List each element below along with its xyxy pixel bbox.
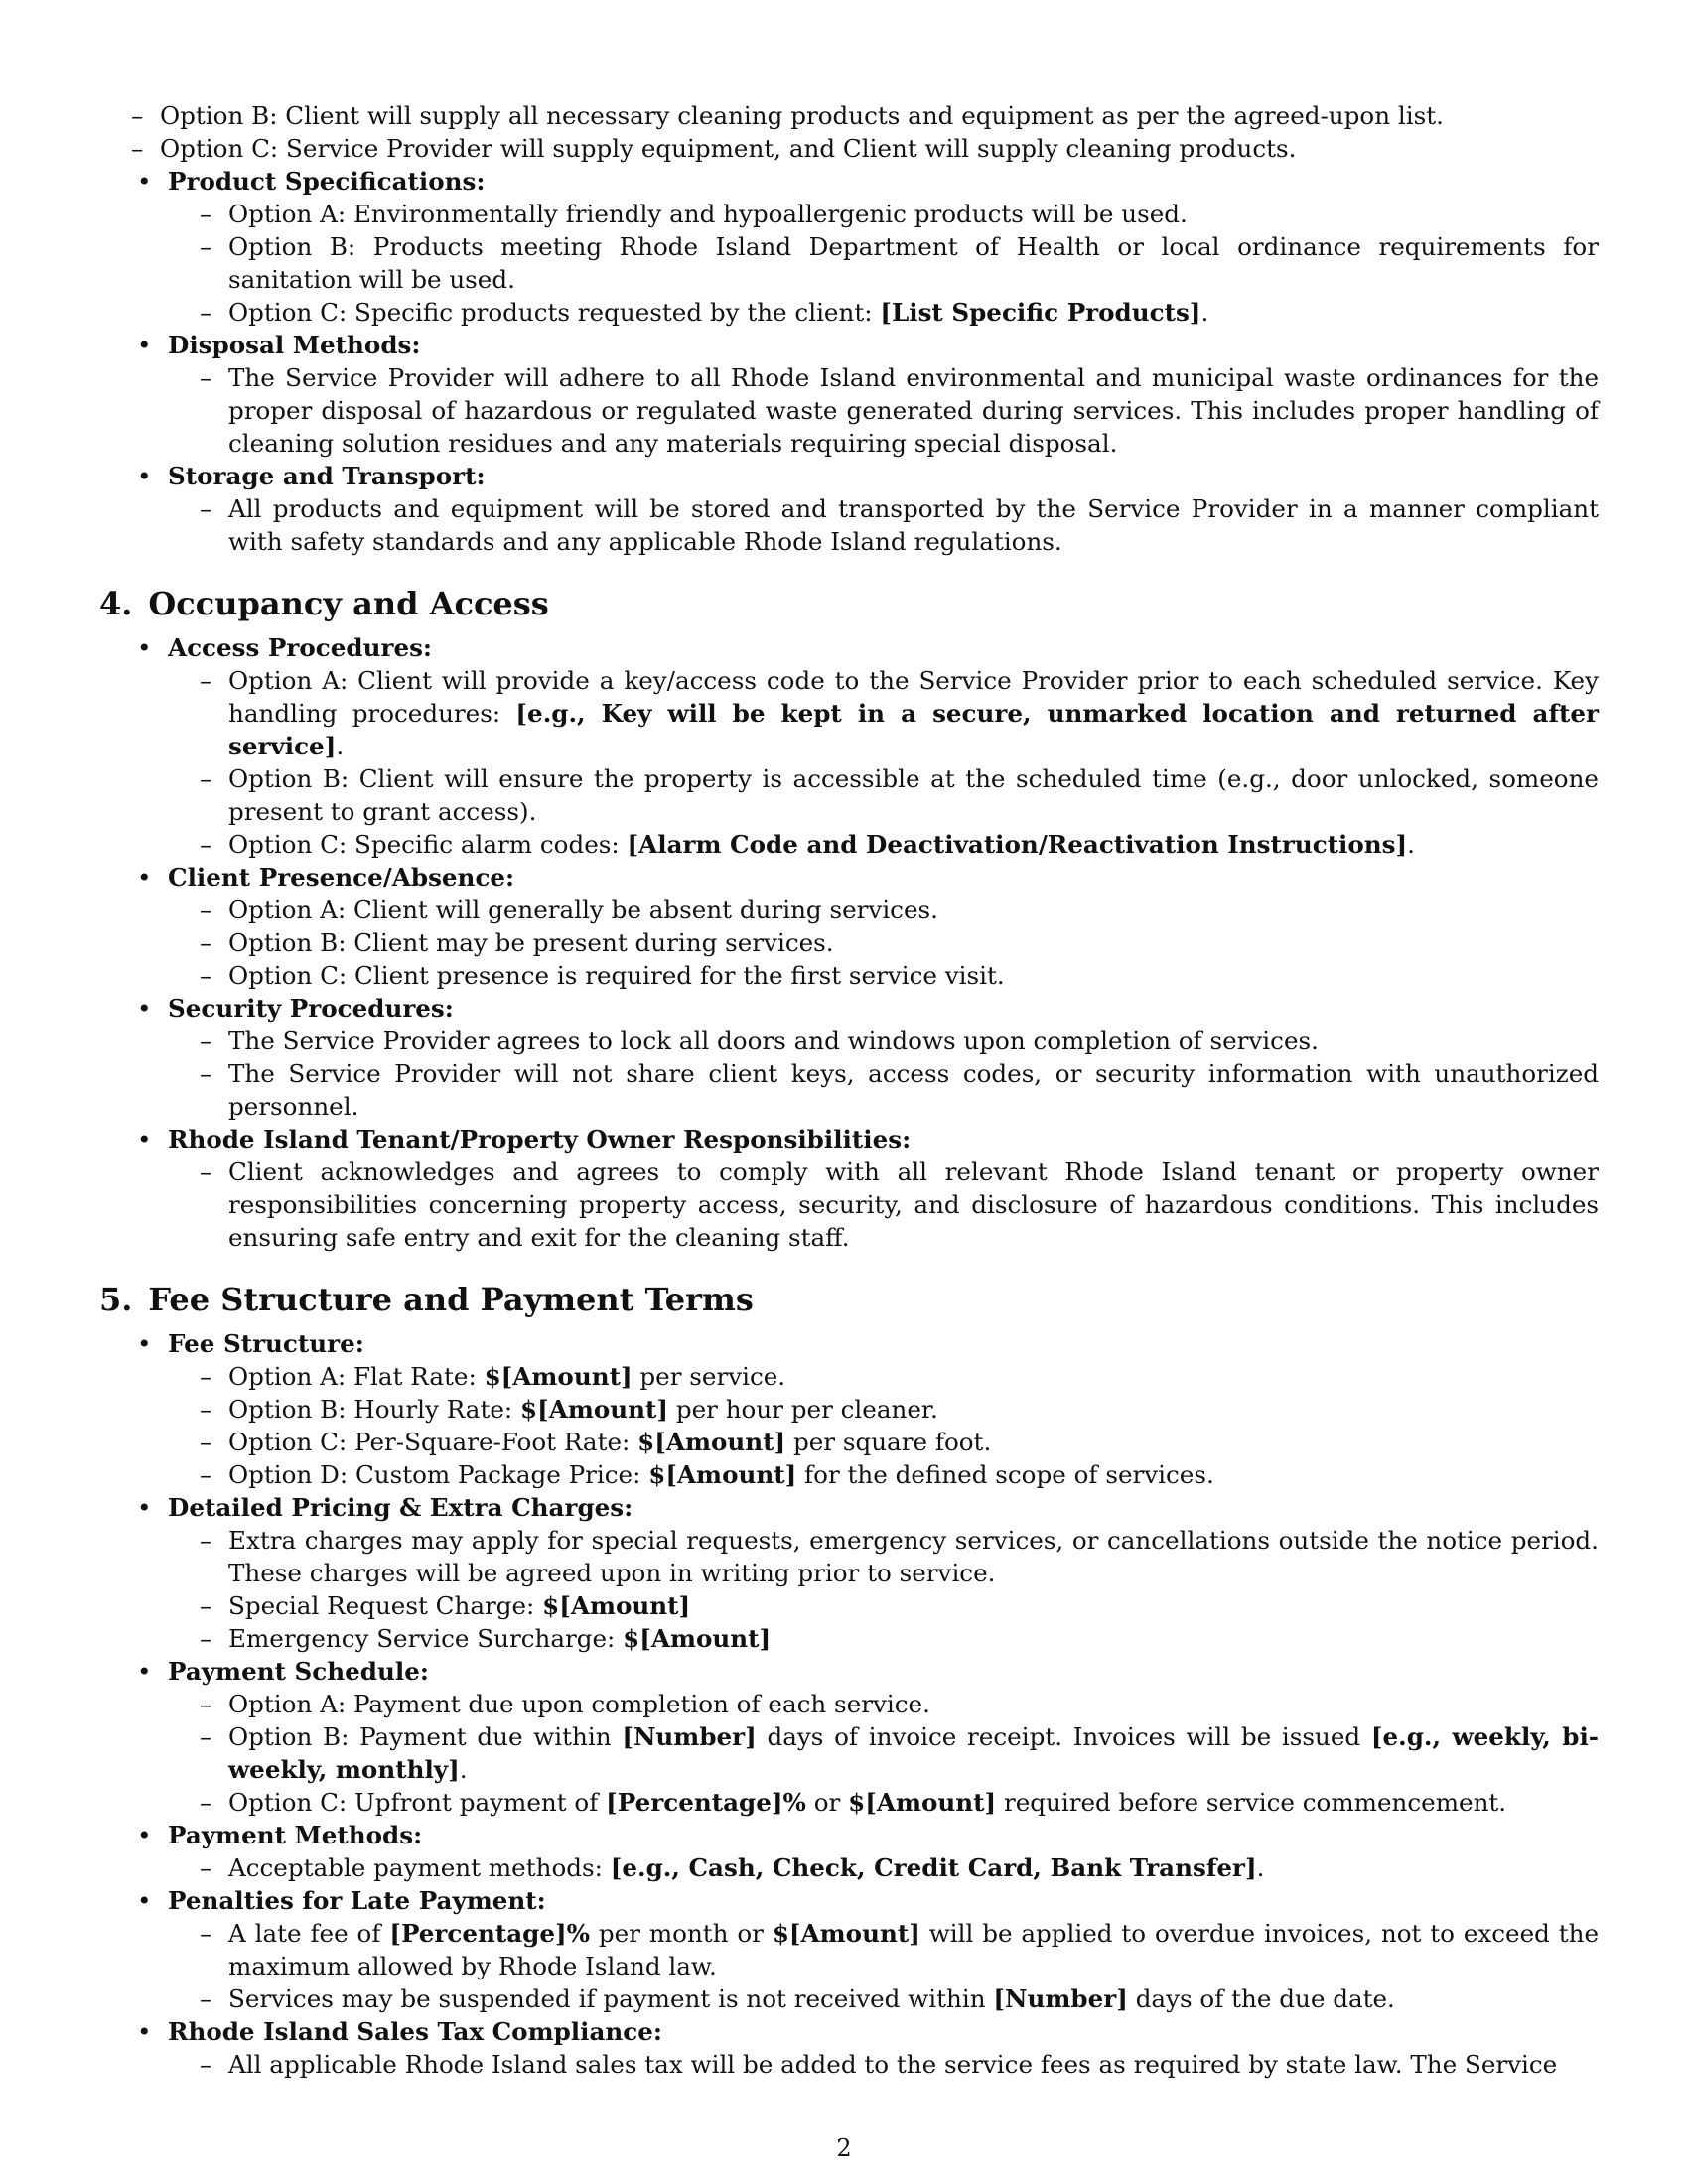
section-5-list [99,1327,1599,2081]
placeholder-field: [Alarm Code and Deactivation/Reactivation Instructions] [627,830,1408,859]
section-3-list [99,165,1599,558]
placeholder-field: [List Specific Products] [880,298,1201,327]
list-item: – Option A: Flat Rate: $[Amount] per service. [168,1360,1599,1393]
item-heading: Payment Schedule: [168,1657,429,1686]
section-heading-occupancy: 4. Occupancy and Access [99,585,549,622]
placeholder-field: $[Amount] [623,1624,772,1653]
item-heading: Rhode Island Sales Tax Compliance: [168,2017,662,2046]
list-item: – Services may be suspended if payment is not received within [Number] days of the due date. [168,1982,1599,2015]
list-item: – Emergency Service Surcharge: $[Amount] [168,1622,1599,1655]
list-item: – Option C: Per-Square-Foot Rate: $[Amount] per square foot. [168,1426,1599,1458]
list-item: – Option C: Service Provider will supply equipment, and Client will supply cleaning products. [99,132,1599,165]
section-4-list [99,631,1599,1254]
list-item: – Extra charges may apply for special requests, emergency services, or cancellations outside the notice period. These charges will be agreed upon in writing prior to service. [168,1524,1599,1589]
list-item: – The Service Provider will adhere to all Rhode Island environmental and municipal waste ordinances for the proper disposal of hazardous or regulated waste generated during services. This includes proper handling of cleaning solution residues and any materials requiring special disposal. [168,361,1599,460]
placeholder-field: $[Amount] [848,1788,997,1817]
placeholder-field: $[Amount] [637,1428,786,1456]
storage-transport-item [99,460,1599,558]
item-heading: Fee Structure: [168,1329,364,1358]
placeholder-field: $[Amount] [772,1919,920,1948]
list-item: – Option A: Client will generally be absent during services. [168,893,1599,926]
list-item: – A late fee of [Percentage]% per month or $[Amount] will be applied to overdue invoices, not to exceed the maximum allowed by Rhode Island law. [168,1917,1599,1982]
list-item: – All products and equipment will be stored and transported by the Service Provider in a manner compliant with safety standards and any applicable Rhode Island regulations. [168,492,1599,558]
sales-tax-compliance-item [99,2015,1599,2081]
list-item: – The Service Provider will not share client keys, access codes, or security information with unauthorized personnel. [168,1057,1599,1123]
client-presence-item [99,861,1599,992]
placeholder-field: $[Amount] [484,1362,633,1391]
payment-schedule-item [99,1655,1599,1819]
item-heading: Product Specifications: [168,167,486,196]
item-heading: Payment Methods: [168,1821,423,1849]
continued-option-list [99,99,1599,165]
list-item: – Option A: Payment due upon completion of each service. [168,1688,1599,1720]
disposal-methods-item [99,329,1599,460]
placeholder-field: [e.g., weekly, bi-weekly, monthly] [228,1722,1600,1784]
item-heading: Rhode Island Tenant/Property Owner Responsibilities: [168,1125,912,1154]
placeholder-field: [Number] [993,1984,1128,2013]
list-item: – Acceptable payment methods: [e.g., Cash, Check, Credit Card, Bank Transfer]. [168,1851,1599,1884]
fee-structure-item [99,1327,1599,1491]
item-heading: Client Presence/Absence: [168,863,515,891]
list-item: – Special Request Charge: $[Amount] [168,1589,1599,1622]
placeholder-field: $[Amount] [520,1395,669,1424]
list-item: – Option B: Payment due within [Number] days of invoice receipt. Invoices will be issued [e.g., weekly, bi-weekly, monthly]. [168,1720,1599,1786]
list-item: – Option B: Client will supply all necessary cleaning products and equipment as per the agreed-upon list. [99,99,1599,132]
list-item: – Option B: Client will ensure the property is accessible at the scheduled time (e.g., door unlocked, someone present to grant access). [168,762,1599,828]
section-heading-fees: 5. Fee Structure and Payment Terms [99,1281,754,1318]
placeholder-field: [Percentage]% [606,1788,806,1817]
list-item: – Option C: Specific products requested by the client: [List Specific Products]. [168,296,1599,329]
list-item: – Client acknowledges and agrees to comply with all relevant Rhode Island tenant or property owner responsibilities concerning property access, security, and disclosure of hazardous conditions. This includes ensuring safe entry and exit for the cleaning staff. [168,1156,1599,1254]
document-body [99,99,1599,2081]
placeholder-field: [e.g., Cash, Check, Credit Card, Bank Transfer] [610,1853,1257,1882]
item-heading: Detailed Pricing & Extra Charges: [168,1493,633,1522]
late-payment-penalties-item [99,1884,1599,2015]
tenant-responsibilities-item [99,1123,1599,1254]
page-number: 2 [836,2134,852,2162]
list-item: – Option A: Client will provide a key/access code to the Service Provider prior to each scheduled service. Key handling procedures: [e.g., Key will be kept in a secure, unmarked location and returned after service]. [168,664,1599,762]
security-procedures-item [99,992,1599,1123]
item-heading: Disposal Methods: [168,331,421,359]
list-item: – Option C: Upfront payment of [Percentage]% or $[Amount] required before service commencement. [168,1786,1599,1819]
placeholder-field: [e.g., Key will be kept in a secure, unmarked location and returned after service] [228,699,1599,760]
list-item: – Option B: Client may be present during services. [168,926,1599,959]
list-item: – Option B: Hourly Rate: $[Amount] per hour per cleaner. [168,1393,1599,1426]
placeholder-field: $[Amount] [542,1591,691,1620]
list-item: – Option B: Products meeting Rhode Island Department of Health or local ordinance requirements for sanitation will be used. [168,230,1599,296]
extra-charges-item [99,1491,1599,1655]
placeholder-field: $[Amount] [648,1460,797,1489]
list-item: – Option C: Client presence is required for the first service visit. [168,959,1599,992]
placeholder-field: [Percentage]% [389,1919,591,1948]
product-specifications-item [99,165,1599,329]
list-item: – The Service Provider agrees to lock all doors and windows upon completion of services. [168,1024,1599,1057]
list-item: – Option D: Custom Package Price: $[Amount] for the defined scope of services. [168,1458,1599,1491]
item-heading: Penalties for Late Payment: [168,1886,546,1915]
access-procedures-item [99,631,1599,861]
item-heading: Security Procedures: [168,994,454,1023]
placeholder-field: [Number] [622,1722,757,1751]
item-heading: Storage and Transport: [168,462,486,490]
list-item: – Option A: Environmentally friendly and hypoallergenic products will be used. [168,198,1599,230]
list-item: – Option C: Specific alarm codes: [Alarm Code and Deactivation/Reactivation Instructions]. [168,828,1599,861]
item-heading: Access Procedures: [168,633,433,662]
list-item: – All applicable Rhode Island sales tax will be added to the service fees as required by state law. The Service [168,2048,1599,2081]
payment-methods-item [99,1819,1599,1884]
